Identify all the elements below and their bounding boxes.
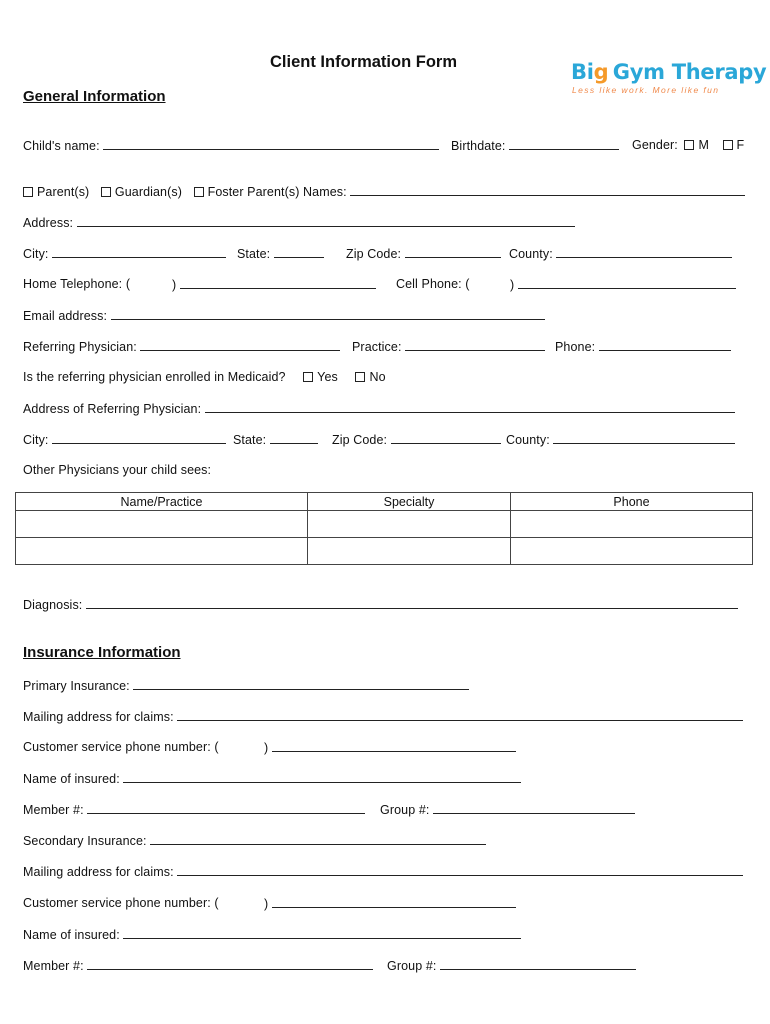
ref-state-field[interactable] bbox=[270, 432, 318, 444]
logo bbox=[571, 60, 766, 84]
parents-checkbox[interactable] bbox=[23, 187, 33, 197]
gender-label: Gender: bbox=[632, 138, 678, 152]
group-2-label: Group #: bbox=[387, 959, 437, 973]
col-name-practice: Name/Practice bbox=[16, 493, 308, 511]
guardians-label: Guardian(s) bbox=[114, 185, 182, 199]
gender-row bbox=[632, 138, 744, 152]
page-title: Client Information Form bbox=[270, 53, 457, 71]
group-1-label: Group #: bbox=[380, 803, 430, 817]
city-field[interactable] bbox=[52, 246, 226, 258]
home-telephone-paren: ) bbox=[172, 278, 177, 292]
mailing-address-1-field[interactable] bbox=[177, 709, 743, 721]
insured-1-row bbox=[23, 771, 521, 786]
medicaid-question: Is the referring physician enrolled in Medicaid? bbox=[23, 370, 286, 384]
mailing-address-1-row bbox=[23, 709, 743, 724]
ref-phone-field[interactable] bbox=[599, 339, 731, 351]
address-field[interactable] bbox=[77, 215, 575, 227]
ref-physician-field[interactable] bbox=[140, 339, 340, 351]
ref-state-label: State: bbox=[233, 433, 267, 447]
secondary-insurance-field[interactable] bbox=[150, 833, 486, 845]
csp-1-paren: ) bbox=[264, 741, 269, 755]
other-physicians-label: Other Physicians your child sees: bbox=[23, 463, 212, 477]
names-field[interactable] bbox=[350, 184, 745, 196]
county-field[interactable] bbox=[556, 246, 732, 258]
other-physicians-table bbox=[15, 492, 753, 565]
cell-phone-row bbox=[396, 277, 470, 291]
table-row bbox=[16, 511, 753, 538]
ref-city-field[interactable] bbox=[52, 432, 226, 444]
col-phone: Phone bbox=[511, 493, 753, 511]
home-telephone-label: Home Telephone: ( bbox=[23, 277, 131, 291]
table-cell[interactable] bbox=[511, 538, 753, 565]
ref-zip-field[interactable] bbox=[391, 432, 501, 444]
table-cell[interactable] bbox=[16, 538, 308, 565]
primary-insurance-field[interactable] bbox=[133, 678, 469, 690]
birthdate-label: Birthdate: bbox=[451, 139, 506, 153]
email-label: Email address: bbox=[23, 309, 108, 323]
guardian-type-row bbox=[23, 184, 745, 199]
foster-label: Foster Parent(s) Names: bbox=[207, 185, 347, 199]
ref-zip-row bbox=[332, 432, 501, 447]
county-label: County: bbox=[509, 247, 553, 261]
practice-label: Practice: bbox=[352, 340, 402, 354]
mailing-address-2-label: Mailing address for claims: bbox=[23, 865, 174, 879]
csp-2-row bbox=[23, 896, 219, 910]
ref-address-label: Address of Referring Physician: bbox=[23, 402, 202, 416]
cell-phone-paren: ) bbox=[510, 278, 515, 292]
mailing-address-2-row bbox=[23, 864, 743, 879]
member-2-row bbox=[23, 958, 373, 973]
member-2-field[interactable] bbox=[87, 958, 373, 970]
ref-address-row bbox=[23, 401, 735, 416]
group-1-row bbox=[380, 802, 635, 817]
cell-phone-label: Cell Phone: ( bbox=[396, 277, 470, 291]
ref-physician-label: Referring Physician: bbox=[23, 340, 137, 354]
general-info-heading: General Information bbox=[23, 88, 166, 105]
zip-field[interactable] bbox=[405, 246, 501, 258]
home-telephone-number bbox=[172, 277, 376, 292]
primary-insurance-label: Primary Insurance: bbox=[23, 679, 130, 693]
foster-checkbox[interactable] bbox=[194, 187, 204, 197]
childs-name-field[interactable] bbox=[103, 138, 439, 150]
csp-2-field[interactable] bbox=[272, 896, 516, 908]
birthdate-field[interactable] bbox=[509, 138, 619, 150]
ref-zip-label: Zip Code: bbox=[332, 433, 388, 447]
state-row bbox=[237, 246, 324, 261]
table-cell[interactable] bbox=[16, 511, 308, 538]
csp-2-label: Customer service phone number: ( bbox=[23, 896, 219, 910]
city-row bbox=[23, 246, 226, 261]
primary-insurance-row bbox=[23, 678, 469, 693]
ref-address-field[interactable] bbox=[205, 401, 735, 413]
insured-2-row bbox=[23, 927, 521, 942]
insured-1-label: Name of insured: bbox=[23, 772, 120, 786]
member-1-label: Member #: bbox=[23, 803, 84, 817]
group-1-field[interactable] bbox=[433, 802, 635, 814]
insured-1-field[interactable] bbox=[123, 771, 521, 783]
table-cell[interactable] bbox=[308, 538, 511, 565]
zip-row bbox=[346, 246, 501, 261]
csp-1-label: Customer service phone number: ( bbox=[23, 740, 219, 754]
email-row bbox=[23, 308, 545, 323]
gender-f-checkbox[interactable] bbox=[723, 140, 733, 150]
practice-row bbox=[352, 339, 545, 354]
practice-field[interactable] bbox=[405, 339, 545, 351]
col-specialty: Specialty bbox=[308, 493, 511, 511]
csp-1-row bbox=[23, 740, 219, 754]
address-label: Address: bbox=[23, 216, 74, 230]
ref-phone-row bbox=[555, 339, 731, 354]
member-1-field[interactable] bbox=[87, 802, 365, 814]
member-1-row bbox=[23, 802, 365, 817]
home-telephone-row bbox=[23, 277, 130, 291]
member-2-label: Member #: bbox=[23, 959, 84, 973]
state-label: State: bbox=[237, 247, 271, 261]
email-field[interactable] bbox=[111, 308, 545, 320]
ref-city-label: City: bbox=[23, 433, 49, 447]
logo-tagline: Less like work. More like fun bbox=[572, 85, 720, 95]
group-2-row bbox=[387, 958, 636, 973]
birthdate-row bbox=[451, 138, 619, 153]
diagnosis-field[interactable] bbox=[86, 597, 738, 609]
table-header-row bbox=[16, 493, 753, 511]
guardians-checkbox[interactable] bbox=[101, 187, 111, 197]
medicaid-yes-label: Yes bbox=[317, 370, 338, 384]
medicaid-yes-checkbox[interactable] bbox=[303, 372, 313, 382]
table-cell[interactable] bbox=[511, 511, 753, 538]
ref-phone-label: Phone: bbox=[555, 340, 596, 354]
ref-city-row bbox=[23, 432, 226, 447]
address-row bbox=[23, 215, 575, 230]
mailing-address-1-label: Mailing address for claims: bbox=[23, 710, 174, 724]
medicaid-row bbox=[23, 370, 386, 384]
city-label: City: bbox=[23, 247, 49, 261]
ref-state-row bbox=[233, 432, 318, 447]
insurance-info-heading: Insurance Information bbox=[23, 644, 181, 661]
csp-2-number bbox=[264, 896, 516, 911]
gender-f-label: F bbox=[736, 138, 745, 152]
insured-2-label: Name of insured: bbox=[23, 928, 120, 942]
childs-name-label: Child's name: bbox=[23, 139, 100, 153]
ref-county-label: County: bbox=[506, 433, 550, 447]
gender-m-checkbox[interactable] bbox=[684, 140, 694, 150]
logo-word2: Gym Therapy bbox=[612, 60, 767, 84]
childs-name-row bbox=[23, 138, 439, 153]
group-2-field[interactable] bbox=[440, 958, 636, 970]
medicaid-no-label: No bbox=[369, 370, 386, 384]
logo-word1b: g bbox=[593, 60, 609, 84]
secondary-insurance-row bbox=[23, 833, 486, 848]
csp-1-number bbox=[264, 740, 516, 755]
parents-label: Parent(s) bbox=[37, 185, 90, 199]
ref-physician-row bbox=[23, 339, 340, 354]
table-row bbox=[16, 538, 753, 565]
county-row bbox=[509, 246, 732, 261]
gender-m-label: M bbox=[698, 138, 709, 152]
insured-2-field[interactable] bbox=[123, 927, 521, 939]
home-telephone-field[interactable] bbox=[180, 277, 376, 289]
csp-1-field[interactable] bbox=[272, 740, 516, 752]
state-field[interactable] bbox=[274, 246, 324, 258]
secondary-insurance-label: Secondary Insurance: bbox=[23, 834, 147, 848]
ref-county-field[interactable] bbox=[553, 432, 735, 444]
ref-county-row bbox=[506, 432, 735, 447]
csp-2-paren: ) bbox=[264, 897, 269, 911]
medicaid-no-checkbox[interactable] bbox=[355, 372, 365, 382]
table-cell[interactable] bbox=[308, 511, 511, 538]
diagnosis-label: Diagnosis: bbox=[23, 598, 83, 612]
mailing-address-2-field[interactable] bbox=[177, 864, 743, 876]
zip-label: Zip Code: bbox=[346, 247, 402, 261]
diagnosis-row bbox=[23, 597, 738, 612]
logo-word1a: Bi bbox=[571, 60, 594, 84]
cell-phone-field[interactable] bbox=[518, 277, 736, 289]
cell-phone-number bbox=[510, 277, 736, 292]
